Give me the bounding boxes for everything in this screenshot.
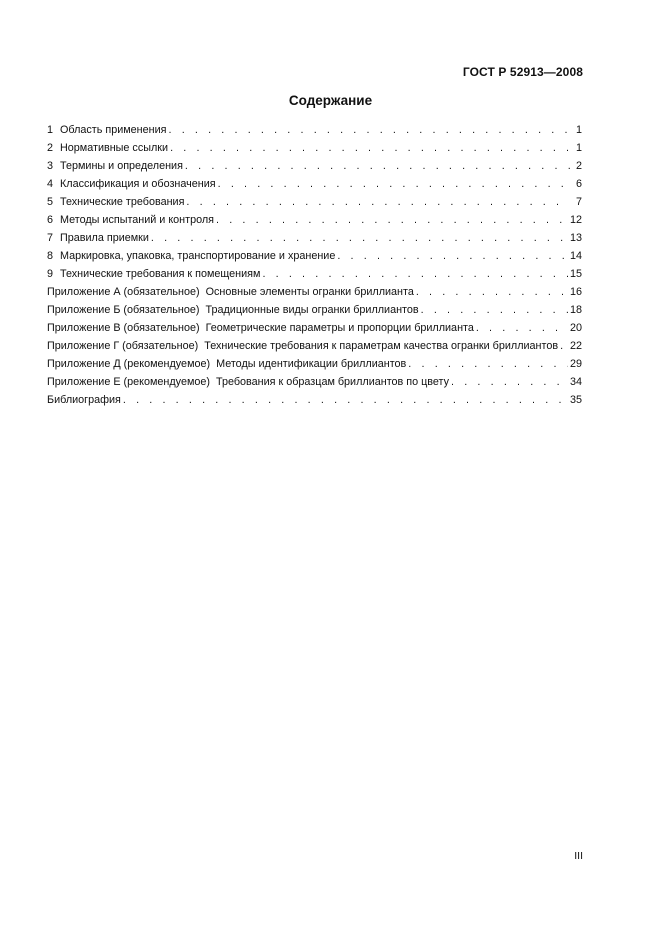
toc-dot-leader	[416, 283, 568, 301]
toc-entry-label: Маркировка, упаковка, транспортирование и хранение	[60, 250, 336, 262]
toc-entry-page: 16	[569, 286, 582, 298]
toc-entry-label: Нормативные ссылки	[60, 142, 169, 154]
toc-dot-leader	[123, 391, 568, 409]
toc-appendix-prefix: Приложение Д (рекомендуемое)	[47, 358, 211, 370]
toc-dot-leader	[560, 337, 568, 355]
toc-entry-number: 7	[47, 232, 54, 244]
toc-dot-leader	[451, 373, 568, 391]
toc-entry-number: 9	[47, 268, 54, 280]
toc-appendix-entry[interactable]	[47, 337, 582, 355]
toc-entry-label: Область применения	[60, 124, 167, 136]
toc-appendix-entry[interactable]	[47, 301, 582, 319]
toc-appendix-label: Основные элементы огранки бриллианта	[205, 286, 414, 298]
toc-dot-leader	[216, 211, 568, 229]
toc-entry[interactable]	[47, 175, 582, 193]
toc-dot-leader	[170, 139, 570, 157]
toc-title: Содержание	[288, 93, 373, 108]
toc-appendix-label: Традиционные виды огранки бриллиантов	[205, 304, 419, 316]
toc-entry-label: Классификация и обозначения	[60, 178, 216, 190]
toc-appendix-prefix: Приложение Б (обязательное)	[47, 304, 200, 316]
toc-entry[interactable]	[47, 139, 582, 157]
toc-appendix-entry[interactable]	[47, 319, 582, 337]
toc-entry[interactable]	[47, 211, 582, 229]
toc-entry-page: 18	[569, 304, 582, 316]
toc-appendix-prefix: Приложение В (обязательное)	[47, 322, 200, 334]
toc-entry-number: 3	[47, 160, 54, 172]
toc-appendix-prefix: Приложение Е (рекомендуемое)	[47, 376, 210, 388]
toc-dot-leader	[337, 247, 568, 265]
table-of-contents	[47, 121, 582, 409]
toc-dot-leader	[421, 301, 568, 319]
toc-entry-label: Термины и определения	[60, 160, 183, 172]
toc-entry-page: 1	[575, 142, 582, 154]
toc-entry[interactable]	[47, 193, 582, 211]
toc-entry-page: 13	[569, 232, 582, 244]
page-number: III	[574, 850, 583, 862]
toc-appendix-label: Технические требования к параметрам качества огранки бриллиантов	[204, 340, 559, 352]
toc-entry-page: 34	[569, 376, 582, 388]
toc-appendix-label: Геометрические параметры и пропорции бриллианта	[205, 322, 474, 334]
toc-entry[interactable]	[47, 265, 582, 283]
toc-entry-number: 1	[47, 124, 54, 136]
toc-dot-leader	[169, 121, 571, 139]
toc-entry-page: 6	[575, 178, 582, 190]
toc-dot-leader	[151, 229, 568, 247]
toc-entry-page: 7	[575, 196, 582, 208]
toc-entry-number: 4	[47, 178, 54, 190]
toc-appendix-label: Методы идентификации бриллиантов	[216, 358, 407, 370]
toc-dot-leader	[185, 157, 570, 175]
toc-entry-page: 14	[569, 250, 582, 262]
toc-entry[interactable]	[47, 121, 582, 139]
toc-appendix-prefix: Приложение Г (обязательное)	[47, 340, 199, 352]
toc-entry-number: 5	[47, 196, 54, 208]
toc-entry-number: 6	[47, 214, 54, 226]
toc-dot-leader	[408, 355, 568, 373]
toc-entry-label: Правила приемки	[60, 232, 149, 244]
toc-dot-leader	[262, 265, 568, 283]
toc-entry-page: 29	[569, 358, 582, 370]
toc-bibliography-entry[interactable]	[47, 391, 582, 409]
toc-entry-page: 1	[575, 124, 582, 136]
toc-entry-label: Методы испытаний и контроля	[60, 214, 215, 226]
toc-entry-number: 8	[47, 250, 54, 262]
toc-dot-leader	[476, 319, 568, 337]
toc-appendix-entry[interactable]	[47, 355, 582, 373]
toc-entry-page: 15	[569, 268, 582, 280]
toc-appendix-prefix: Приложение А (обязательное)	[47, 286, 200, 298]
toc-appendix-entry[interactable]	[47, 373, 582, 391]
toc-bibliography-label: Библиография	[47, 394, 121, 406]
toc-entry[interactable]	[47, 247, 582, 265]
toc-entry-page: 22	[569, 340, 582, 352]
toc-entry-page: 35	[569, 394, 582, 406]
toc-entry[interactable]	[47, 157, 582, 175]
toc-appendix-label: Требования к образцам бриллиантов по цвету	[215, 376, 450, 388]
toc-appendix-entry[interactable]	[47, 283, 582, 301]
toc-entry-page: 12	[569, 214, 582, 226]
toc-entry-number: 2	[47, 142, 54, 154]
toc-entry-page: 2	[575, 160, 582, 172]
toc-entry-page: 20	[569, 322, 582, 334]
toc-entry-label: Технические требования	[60, 196, 185, 208]
toc-dot-leader	[186, 193, 570, 211]
toc-dot-leader	[218, 175, 570, 193]
toc-entry-label: Технические требования к помещениям	[60, 268, 261, 280]
document-code: ГОСТ Р 52913—2008	[462, 65, 583, 79]
toc-entry[interactable]	[47, 229, 582, 247]
